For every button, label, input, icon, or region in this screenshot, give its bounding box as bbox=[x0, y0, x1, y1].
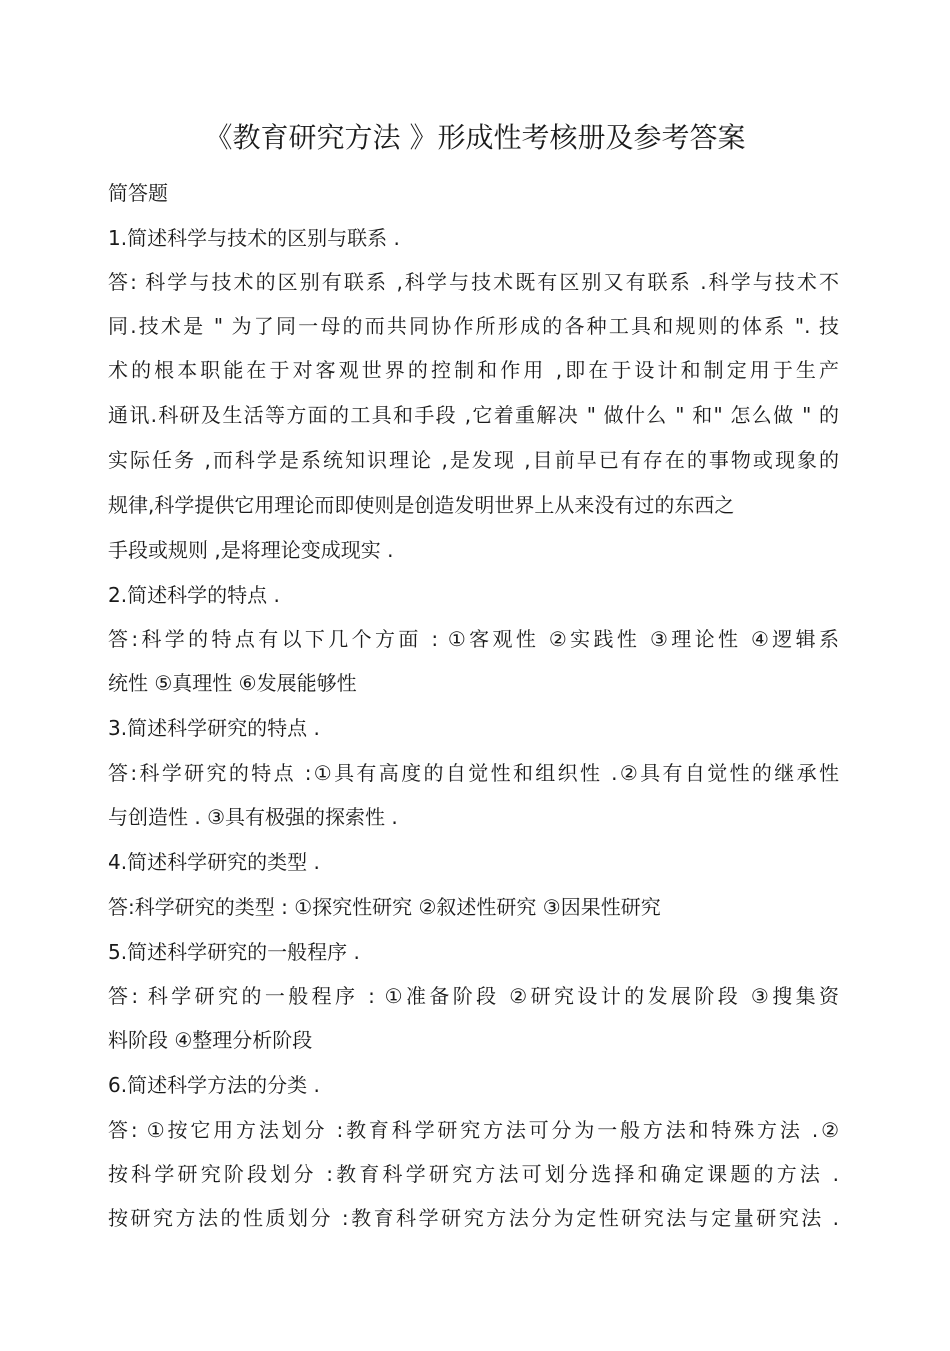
answer-1-line-1: 答: 科学与技术的区别有联系 ,科学与技术既有区别又有联系 .科学与技术不 bbox=[108, 270, 839, 294]
question-2: 2.简述科学的特点 . bbox=[108, 583, 280, 607]
question-4: 4.简述科学研究的类型 . bbox=[108, 850, 320, 874]
question-5: 5.简述科学研究的一般程序 . bbox=[108, 940, 360, 964]
answer-1-line-5: 实际任务 ,而科学是系统知识理论 ,是发现 ,目前早已有存在的事物或现象的 bbox=[108, 448, 839, 472]
answer-2-line-1: 答:科学的特点有以下几个方面 : ①客观性 ②实践性 ③理论性 ④逻辑系 bbox=[108, 627, 839, 651]
answer-1-line-4: 通讯.科研及生活等方面的工具和手段 ,它着重解决 " 做什么 " 和" 怎么做 " 的 bbox=[108, 403, 839, 427]
document-title: 《教育研究方法 》形成性考核册及参考答案 bbox=[204, 121, 746, 154]
section-heading: 简答题 bbox=[108, 181, 168, 205]
question-3: 3.简述科学研究的特点 . bbox=[108, 716, 320, 740]
question-6: 6.简述科学方法的分类 . bbox=[108, 1073, 320, 1097]
answer-6-line-1: 答: ①按它用方法划分 :教育科学研究方法可分为一般方法和特殊方法 .② bbox=[108, 1118, 839, 1142]
question-1: 1.简述科学与技术的区别与联系 . bbox=[108, 226, 400, 250]
answer-5-line-1: 答: 科学研究的一般程序 : ①准备阶段 ②研究设计的发展阶段 ③搜集资 bbox=[108, 984, 839, 1008]
answer-1-line-6: 规律,科学提供它用理论而即使则是创造发明世界上从来没有过的东西之 bbox=[108, 493, 735, 517]
answer-2-line-2: 统性 ⑤真理性 ⑥发展能够性 bbox=[108, 671, 357, 695]
answer-3-line-2: 与创造性 . ③具有极强的探索性 . bbox=[108, 805, 398, 829]
answer-1-line-3: 术的根本职能在于对客观世界的控制和作用 ,即在于设计和制定用于生产 bbox=[108, 358, 839, 382]
answer-5-line-2: 料阶段 ④整理分析阶段 bbox=[108, 1028, 313, 1052]
answer-1-line-2: 同.技术是 " 为了同一母的而共同协作所形成的各种工具和规则的体系 ". 技 bbox=[108, 314, 839, 338]
answer-3-line-1: 答:科学研究的特点 :①具有高度的自觉性和组织性 .②具有自觉性的继承性 bbox=[108, 761, 839, 785]
answer-6-line-2: 按科学研究阶段划分 :教育科学研究方法可划分选择和确定课题的方法 . bbox=[108, 1162, 839, 1186]
answer-1-line-7: 手段或规则 ,是将理论变成现实 . bbox=[108, 538, 394, 562]
answer-4-line-1: 答:科学研究的类型 : ①探究性研究 ②叙述性研究 ③因果性研究 bbox=[108, 895, 661, 919]
answer-6-line-3: 按研究方法的性质划分 :教育科学研究方法分为定性研究法与定量研究法 . bbox=[108, 1206, 839, 1230]
